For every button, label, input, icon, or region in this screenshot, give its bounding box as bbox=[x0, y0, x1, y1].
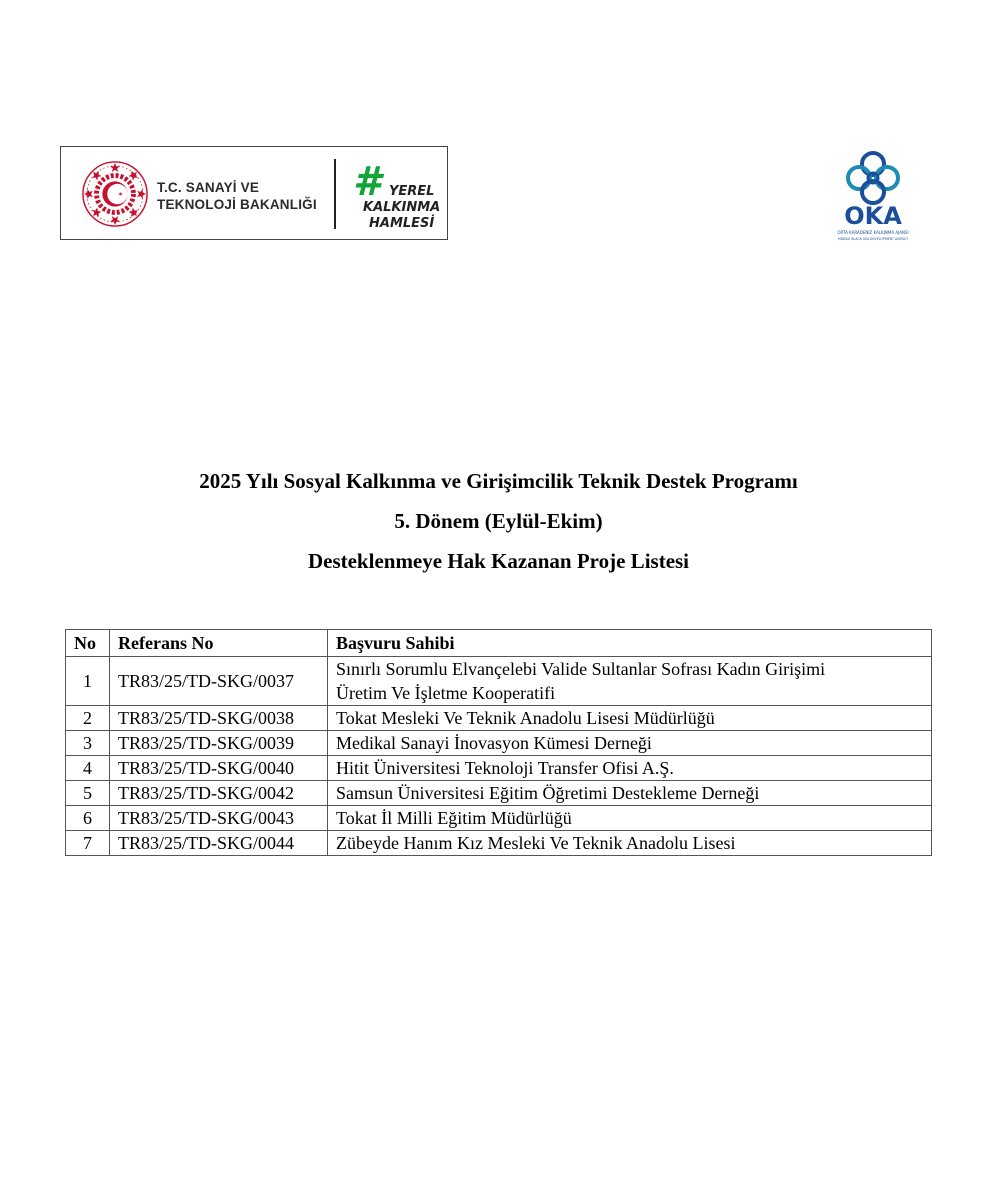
row-ref: TR83/25/TD-SKG/0040 bbox=[110, 756, 328, 781]
list-title: Desteklenmeye Hak Kazanan Proje Listesi bbox=[307, 549, 690, 573]
table-row bbox=[66, 806, 932, 831]
table-row bbox=[66, 731, 932, 756]
program-title: 2025 Yılı Sosyal Kalkınma ve Girişimcilik Teknik Destek Programı bbox=[199, 469, 798, 493]
yerel-logo-line-1: YEREL bbox=[389, 184, 435, 199]
hashtag-icon: # bbox=[353, 159, 381, 205]
oka-logo-name: OKA bbox=[844, 202, 902, 230]
ministry-name bbox=[157, 179, 317, 213]
ministry-emblem-icon bbox=[81, 160, 149, 228]
table-row bbox=[66, 706, 932, 731]
oka-knot-icon bbox=[848, 153, 898, 203]
table-row bbox=[66, 756, 932, 781]
ministry-name-line-2: TEKNOLOJİ BAKANLIĞI bbox=[157, 197, 317, 212]
row-no: 2 bbox=[66, 706, 110, 731]
ministry-logo-box bbox=[60, 146, 448, 240]
yerel-logo-line-2: KALKINMA bbox=[363, 200, 441, 215]
row-ref: TR83/25/TD-SKG/0039 bbox=[110, 731, 328, 756]
row-applicant: Medikal Sanayi İnovasyon Kümesi Derneği bbox=[328, 731, 932, 756]
row-applicant: Tokat İl Milli Eğitim Müdürlüğü bbox=[328, 806, 932, 831]
header-ref: Referans No bbox=[110, 630, 328, 657]
row-ref: TR83/25/TD-SKG/0038 bbox=[110, 706, 328, 731]
row-ref: TR83/25/TD-SKG/0042 bbox=[110, 781, 328, 806]
row-ref: TR83/25/TD-SKG/0043 bbox=[110, 806, 328, 831]
row-no: 1 bbox=[66, 657, 110, 706]
header-no: No bbox=[66, 630, 110, 657]
row-no: 3 bbox=[66, 731, 110, 756]
row-applicant: Hitit Üniversitesi Teknoloji Transfer Ofisi A.Ş. bbox=[328, 756, 932, 781]
row-no: 6 bbox=[66, 806, 110, 831]
yerel-kalkinma-hamlesi-logo bbox=[349, 159, 441, 231]
row-applicant: Tokat Mesleki Ve Teknik Anadolu Lisesi Müdürlüğü bbox=[328, 706, 932, 731]
row-applicant-line: Sınırlı Sorumlu Elvançelebi Valide Sultanlar Sofrası Kadın Girişimi bbox=[336, 659, 826, 679]
row-applicant: Samsun Üniversitesi Eğitim Öğretimi Destekleme Derneği bbox=[328, 781, 932, 806]
row-no: 4 bbox=[66, 756, 110, 781]
row-ref: TR83/25/TD-SKG/0044 bbox=[110, 831, 328, 856]
ministry-name-line-1: T.C. SANAYİ VE bbox=[157, 180, 260, 195]
period-title: 5. Dönem (Eylül-Ekim) bbox=[394, 509, 603, 533]
row-no: 5 bbox=[66, 781, 110, 806]
yerel-logo-line-3: HAMLESİ bbox=[369, 216, 435, 231]
logo-divider bbox=[334, 159, 336, 229]
table-row bbox=[66, 831, 932, 856]
row-no: 7 bbox=[66, 831, 110, 856]
header-applicant: Başvuru Sahibi bbox=[328, 630, 932, 657]
row-applicant: Zübeyde Hanım Kız Mesleki Ve Teknik Anadolu Lisesi bbox=[328, 831, 932, 856]
row-applicant-line: Üretim Ve İşletme Kooperatifi bbox=[336, 683, 556, 703]
table-header-row bbox=[66, 630, 932, 657]
oka-logo bbox=[826, 148, 920, 244]
table-row bbox=[66, 781, 932, 806]
row-applicant bbox=[328, 657, 932, 706]
table-row bbox=[66, 657, 932, 706]
row-ref: TR83/25/TD-SKG/0037 bbox=[110, 657, 328, 706]
oka-logo-subtitle-en: MIDDLE BLACK SEA DEVELOPMENT AGENCY bbox=[837, 237, 909, 241]
project-table bbox=[65, 629, 932, 856]
oka-logo-subtitle: ORTA KARADENİZ KALKINMA AJANSI bbox=[837, 230, 909, 235]
